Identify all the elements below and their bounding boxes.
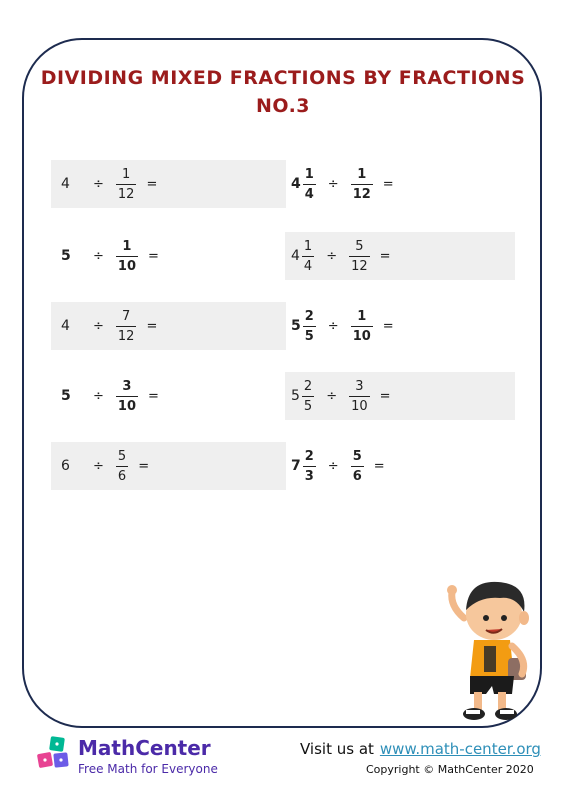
- numerator: 1: [122, 166, 131, 182]
- problem-8: [285, 372, 515, 420]
- denominator: 12: [116, 326, 137, 344]
- problem-2: [285, 160, 515, 208]
- numerator: 1: [122, 238, 132, 254]
- website-link[interactable]: www.math-center.org: [379, 740, 541, 758]
- equals-sign: =: [373, 458, 385, 474]
- divisor-fraction: [349, 379, 370, 414]
- numerator: 2: [303, 378, 313, 394]
- divisor-fraction: [351, 167, 373, 202]
- divide-sign: ÷: [327, 458, 339, 474]
- divide-sign: ÷: [327, 318, 339, 334]
- denominator: 6: [351, 466, 364, 484]
- divide-sign: ÷: [326, 248, 338, 264]
- numerator: 5: [117, 448, 127, 464]
- divide-sign: ÷: [93, 388, 104, 404]
- numerator: 7: [122, 308, 131, 324]
- cartoon-boy-illustration: [436, 566, 546, 726]
- copyright-text: Copyright © MathCenter 2020: [366, 763, 534, 776]
- denominator: 4: [302, 256, 314, 274]
- equals-sign: =: [379, 248, 391, 264]
- visit-line: [300, 740, 541, 758]
- numerator: 2: [304, 308, 314, 324]
- whole-number: 4: [291, 176, 301, 192]
- problem-1: [51, 160, 286, 208]
- numerator: 1: [357, 166, 367, 182]
- divisor-fraction: [116, 309, 137, 344]
- whole-number: 6: [61, 458, 70, 474]
- dividend-fraction: [302, 239, 314, 274]
- denominator: 5: [303, 326, 316, 344]
- divisor-fraction: [351, 309, 373, 344]
- numerator: 3: [122, 378, 132, 394]
- problem-4: [285, 232, 515, 280]
- denominator: 4: [303, 184, 316, 202]
- problem-10: [285, 442, 515, 490]
- dividend-fraction: [303, 449, 316, 484]
- denominator: 10: [349, 396, 370, 414]
- denominator: 12: [116, 184, 137, 202]
- divide-sign: ÷: [93, 458, 104, 474]
- denominator: 10: [116, 256, 138, 274]
- numerator: 5: [352, 448, 362, 464]
- mathcenter-cubes-logo: [34, 733, 74, 773]
- title-line-1: DIVIDING MIXED FRACTIONS BY FRACTIONS: [40, 67, 526, 89]
- divisor-fraction: [351, 449, 364, 484]
- numerator: 1: [303, 238, 313, 254]
- dividend-fraction: [303, 167, 316, 202]
- problem-9: [51, 442, 286, 490]
- numerator: 2: [304, 448, 314, 464]
- equals-sign: =: [148, 248, 159, 264]
- numerator: 3: [355, 378, 364, 394]
- equals-sign: =: [146, 176, 158, 192]
- denominator: 12: [351, 184, 373, 202]
- problem-6: [285, 302, 515, 350]
- divisor-fraction: [116, 239, 138, 274]
- equals-sign: =: [382, 318, 394, 334]
- whole-number: 4: [291, 248, 300, 264]
- brand-name: MathCenter: [78, 736, 211, 760]
- equals-sign: =: [138, 458, 150, 474]
- visit-label: Visit us at: [300, 740, 374, 758]
- problem-3: [51, 232, 286, 280]
- divisor-fraction: [116, 167, 137, 202]
- whole-number: 5: [291, 388, 300, 404]
- whole-number: 4: [61, 176, 70, 192]
- whole-number: 4: [61, 318, 70, 334]
- denominator: 12: [349, 256, 370, 274]
- whole-number: 5: [61, 248, 71, 264]
- equals-sign: =: [379, 388, 391, 404]
- denominator: 3: [303, 466, 316, 484]
- divisor-fraction: [349, 239, 370, 274]
- divide-sign: ÷: [327, 176, 339, 192]
- problem-5: [51, 302, 286, 350]
- denominator: 5: [302, 396, 314, 414]
- divide-sign: ÷: [93, 318, 104, 334]
- dividend-fraction: [302, 379, 314, 414]
- whole-number: 5: [61, 388, 71, 404]
- divide-sign: ÷: [93, 248, 104, 264]
- numerator: 5: [355, 238, 364, 254]
- denominator: 10: [116, 396, 138, 414]
- whole-number: 7: [291, 458, 301, 474]
- equals-sign: =: [146, 318, 158, 334]
- whole-number: 5: [291, 318, 301, 334]
- equals-sign: =: [148, 388, 159, 404]
- divisor-fraction: [116, 379, 138, 414]
- divide-sign: ÷: [326, 388, 338, 404]
- denominator: 6: [116, 466, 128, 484]
- equals-sign: =: [382, 176, 394, 192]
- numerator: 1: [304, 166, 314, 182]
- title-line-2: NO.3: [255, 95, 311, 117]
- divisor-fraction: [116, 449, 128, 484]
- dividend-fraction: [303, 309, 316, 344]
- numerator: 1: [357, 308, 367, 324]
- divide-sign: ÷: [93, 176, 104, 192]
- problem-7: [51, 372, 286, 420]
- brand-tagline: Free Math for Everyone: [78, 762, 218, 776]
- worksheet-title: [30, 64, 536, 120]
- denominator: 10: [351, 326, 373, 344]
